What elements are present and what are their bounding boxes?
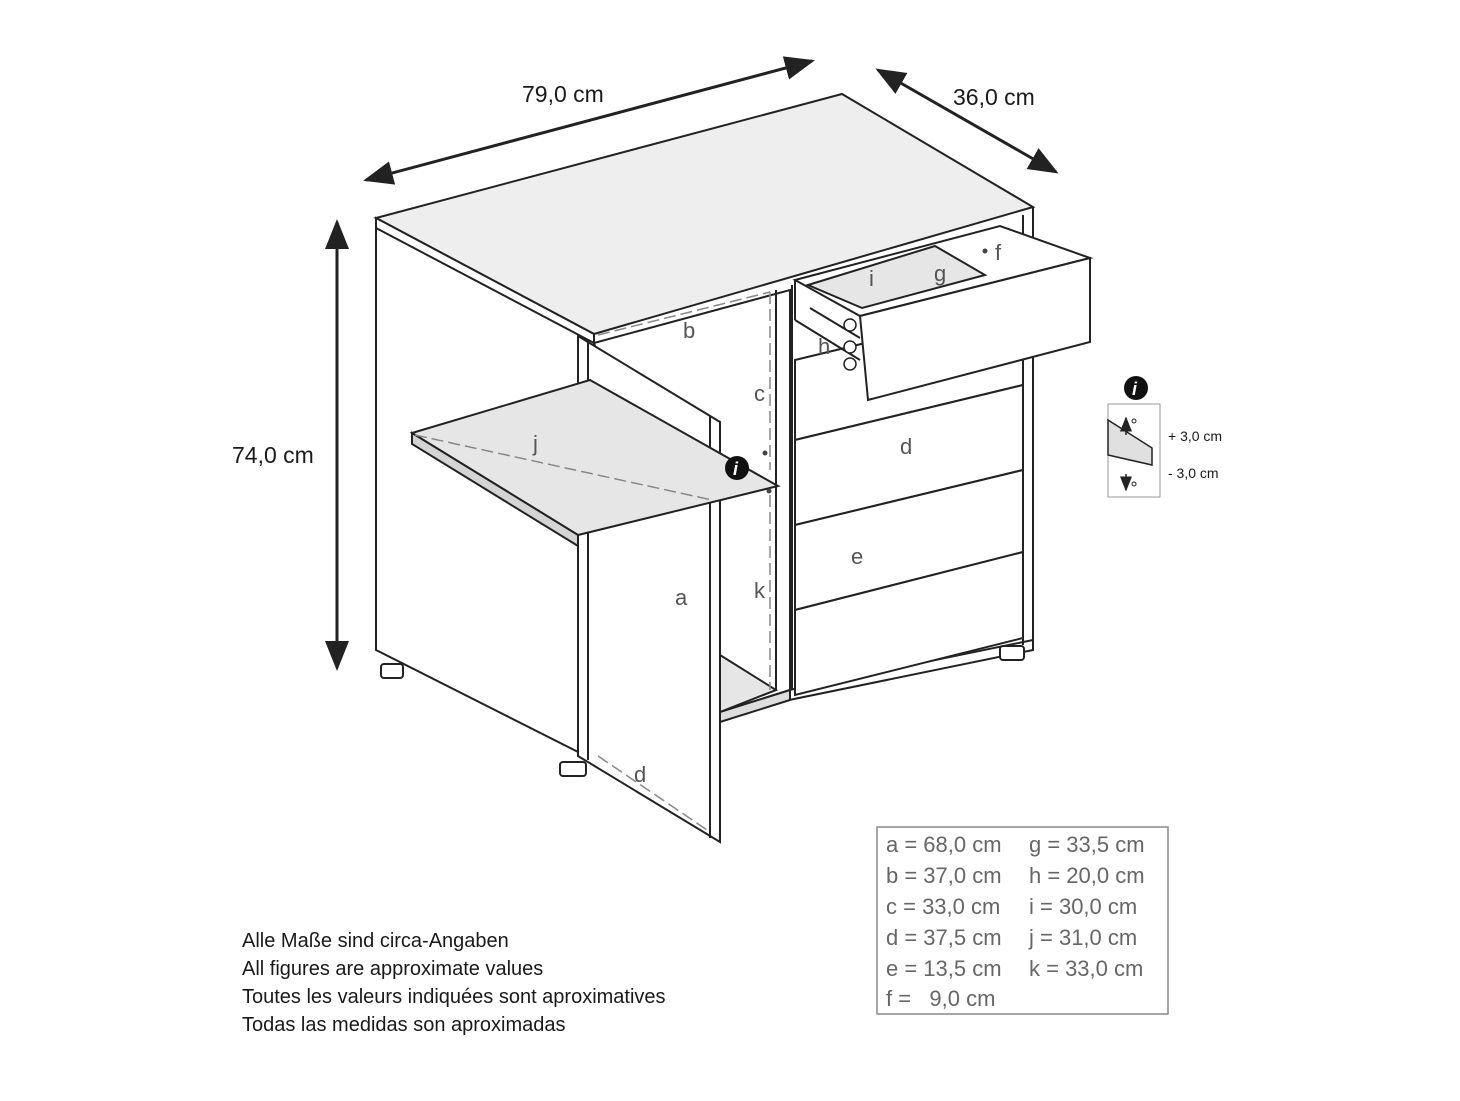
part-letter-e: e [851, 544, 864, 569]
depth-label: 36,0 cm [953, 84, 1035, 110]
part-letter-a: a [675, 585, 688, 610]
shelf-adjust-minus: - 3,0 cm [1168, 465, 1219, 481]
legend-row-1-right: g = 33,5 cm [1029, 832, 1145, 857]
legend-row-2-left: b = 37,0 cm [886, 863, 1002, 888]
info-icon [725, 456, 749, 480]
part-letter-g: g [934, 261, 947, 286]
part-letter-k: k [754, 578, 765, 603]
legend-row-1-left: a = 68,0 cm [886, 832, 1002, 857]
dimension-legend [877, 827, 1168, 1014]
svg-text:i: i [733, 459, 739, 479]
info-icon-detail [1124, 376, 1148, 400]
width-label: 79,0 cm [522, 81, 604, 107]
note-spanish: Todas las medidas son aproximadas [242, 1014, 566, 1036]
drawer-runner-holes [844, 319, 856, 370]
note-german: Alle Maße sind circa-Angaben [242, 930, 509, 952]
shelf-adjust-plus: + 3,0 cm [1168, 428, 1223, 444]
legend-row-2-right: h = 20,0 cm [1029, 863, 1145, 888]
svg-text:i: i [1132, 379, 1138, 399]
approximation-notes [242, 930, 666, 1036]
shelf-adjust-detail [1108, 404, 1160, 497]
part-letter-j: j [533, 431, 538, 456]
height-label: 74,0 cm [232, 442, 314, 468]
part-letter-d-front: d [900, 434, 913, 459]
legend-row-4-right: j = 31,0 cm [1029, 925, 1138, 950]
part-letter-h: h [818, 334, 831, 359]
part-letter-i: i [869, 266, 874, 291]
legend-row-5-right: k = 33,0 cm [1029, 956, 1144, 981]
note-english: All figures are approximate values [242, 958, 544, 980]
part-letter-d-door: d [634, 762, 647, 787]
legend-row-6-left: f = 9,0 cm [886, 986, 996, 1011]
note-french: Toutes les valeurs indiquées sont aproximatives [242, 986, 666, 1008]
legend-row-3-right: i = 30,0 cm [1029, 894, 1138, 919]
part-letter-f: f [995, 240, 1002, 265]
legend-row-5-left: e = 13,5 cm [886, 956, 1002, 981]
part-letter-b: b [683, 318, 696, 343]
legend-row-4-left: d = 37,5 cm [886, 925, 1002, 950]
part-letter-c: c [754, 381, 765, 406]
legend-row-3-left: c = 33,0 cm [886, 894, 1001, 919]
